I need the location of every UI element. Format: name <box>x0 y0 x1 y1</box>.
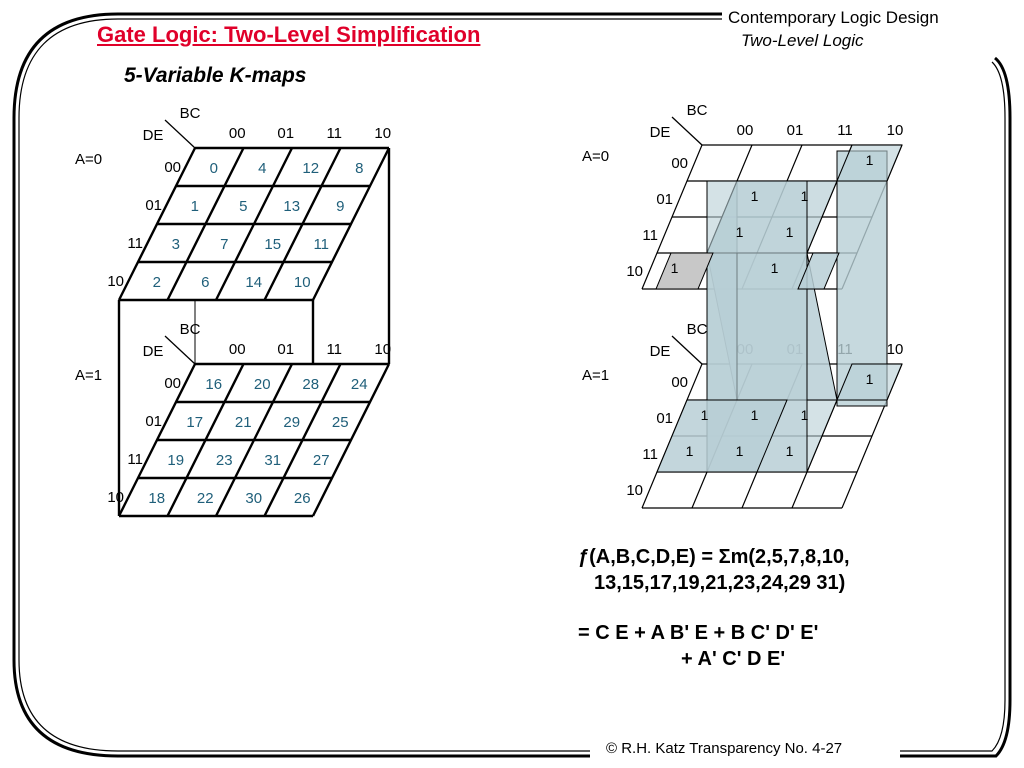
minterm-one: 1 <box>800 188 809 204</box>
minterm-one: 1 <box>785 224 794 240</box>
minterm-number: 0 <box>209 160 218 177</box>
minterm-number: 14 <box>245 274 263 291</box>
group-acde-left <box>656 253 713 289</box>
column-label: 11 <box>326 341 343 358</box>
simplified-expression-line1: = C E + A B' E + B C' D' E' <box>578 622 819 644</box>
column-label: 10 <box>374 341 392 358</box>
row-label: 00 <box>671 155 688 172</box>
column-label: 00 <box>228 341 246 358</box>
course-subtitle: Two-Level Logic <box>741 31 864 50</box>
column-label: 00 <box>736 122 754 139</box>
de-label: DE <box>142 127 164 144</box>
minterm-one: 1 <box>750 407 759 423</box>
minterm-number: 31 <box>264 452 282 469</box>
de-label: DE <box>649 343 671 360</box>
minterm-one: 1 <box>770 260 779 276</box>
corner-diagonal <box>672 336 702 364</box>
slide-title: Gate Logic: Two-Level Simplification <box>97 22 481 47</box>
minterm-number: 28 <box>302 376 320 393</box>
minterm-one: 1 <box>735 443 744 459</box>
minterm-number: 8 <box>355 160 364 177</box>
row-label: 01 <box>145 197 162 214</box>
minterm-one: 1 <box>750 188 759 204</box>
minterm-number: 5 <box>239 198 248 215</box>
minterm-one: 1 <box>735 224 744 240</box>
bc-label: BC <box>686 102 708 119</box>
minterm-number: 10 <box>293 274 311 291</box>
column-label: 01 <box>277 125 295 142</box>
minterm-number: 16 <box>205 376 223 393</box>
minterm-number: 4 <box>258 160 267 177</box>
row-label: 11 <box>642 446 658 463</box>
minterm-number: 25 <box>331 414 349 431</box>
minterm-number: 26 <box>293 490 311 507</box>
a0-layer-label: A=0 <box>75 151 103 168</box>
corner-diagonal <box>672 117 702 145</box>
row-label: 01 <box>656 191 673 208</box>
row-label: 10 <box>107 489 124 506</box>
row-label: 11 <box>642 227 658 244</box>
minterm-number: 27 <box>312 452 330 469</box>
minterm-number: 1 <box>190 198 199 215</box>
minterm-number: 18 <box>148 490 166 507</box>
column-label: 01 <box>277 341 295 358</box>
minterm-number: 24 <box>350 376 368 393</box>
de-label: DE <box>649 124 671 141</box>
minterm-number: 6 <box>201 274 210 291</box>
column-label: 11 <box>837 122 853 139</box>
minterm-number: 7 <box>220 236 229 253</box>
kmap-subtitle: 5-Variable K-maps <box>124 64 307 87</box>
row-label: 01 <box>145 413 162 430</box>
minterm-number: 11 <box>313 236 330 253</box>
row-label: 01 <box>656 410 673 427</box>
row-label: 10 <box>626 482 643 499</box>
minterm-number: 30 <box>245 490 263 507</box>
simplified-expression-line2: + A' C' D E' <box>681 648 786 670</box>
course-title: Contemporary Logic Design <box>728 8 939 27</box>
minterm-number: 12 <box>302 160 320 177</box>
minterm-number: 3 <box>171 236 180 253</box>
minterm-number: 17 <box>186 414 204 431</box>
minterm-one: 1 <box>865 371 874 387</box>
minterm-number: 29 <box>283 414 301 431</box>
function-definition-line2: 13,15,17,19,21,23,24,29 31) <box>594 572 846 594</box>
minterm-one: 1 <box>800 407 809 423</box>
row-label: 10 <box>626 263 643 280</box>
de-label: DE <box>142 343 164 360</box>
minterm-number: 13 <box>283 198 301 215</box>
minterm-one: 1 <box>785 443 794 459</box>
row-label: 00 <box>164 159 181 176</box>
minterm-number: 22 <box>196 490 214 507</box>
column-label: 01 <box>786 122 804 139</box>
footer-credit: © R.H. Katz Transparency No. 4-27 <box>600 740 848 757</box>
row-label: 10 <box>107 273 124 290</box>
bc-label: BC <box>686 321 708 338</box>
minterm-number: 20 <box>253 376 271 393</box>
minterm-one: 1 <box>685 443 694 459</box>
column-label: 00 <box>228 125 246 142</box>
column-label: 11 <box>326 125 343 142</box>
minterm-number: 9 <box>336 198 345 215</box>
minterm-number: 2 <box>152 274 161 291</box>
column-label: 10 <box>886 341 904 358</box>
bc-label: BC <box>179 105 201 122</box>
bc-label: BC <box>179 321 201 338</box>
row-label: 00 <box>671 374 688 391</box>
minterm-one: 1 <box>670 260 679 276</box>
minterm-one: 1 <box>700 407 709 423</box>
minterm-number: 19 <box>167 452 185 469</box>
row-label: 11 <box>127 235 143 252</box>
minterm-one: 1 <box>865 152 874 168</box>
a1-layer-label: A=1 <box>582 367 610 384</box>
column-label: 10 <box>886 122 904 139</box>
a1-layer-label: A=1 <box>75 367 103 384</box>
minterm-number: 21 <box>234 414 252 431</box>
row-label: 00 <box>164 375 181 392</box>
function-definition-line1: ƒ(A,B,C,D,E) = Σm(2,5,7,8,10, <box>578 546 850 568</box>
row-label: 11 <box>127 451 143 468</box>
column-label: 10 <box>374 125 392 142</box>
minterm-number: 15 <box>264 236 282 253</box>
minterm-number: 23 <box>215 452 233 469</box>
a0-layer-label: A=0 <box>582 148 610 165</box>
